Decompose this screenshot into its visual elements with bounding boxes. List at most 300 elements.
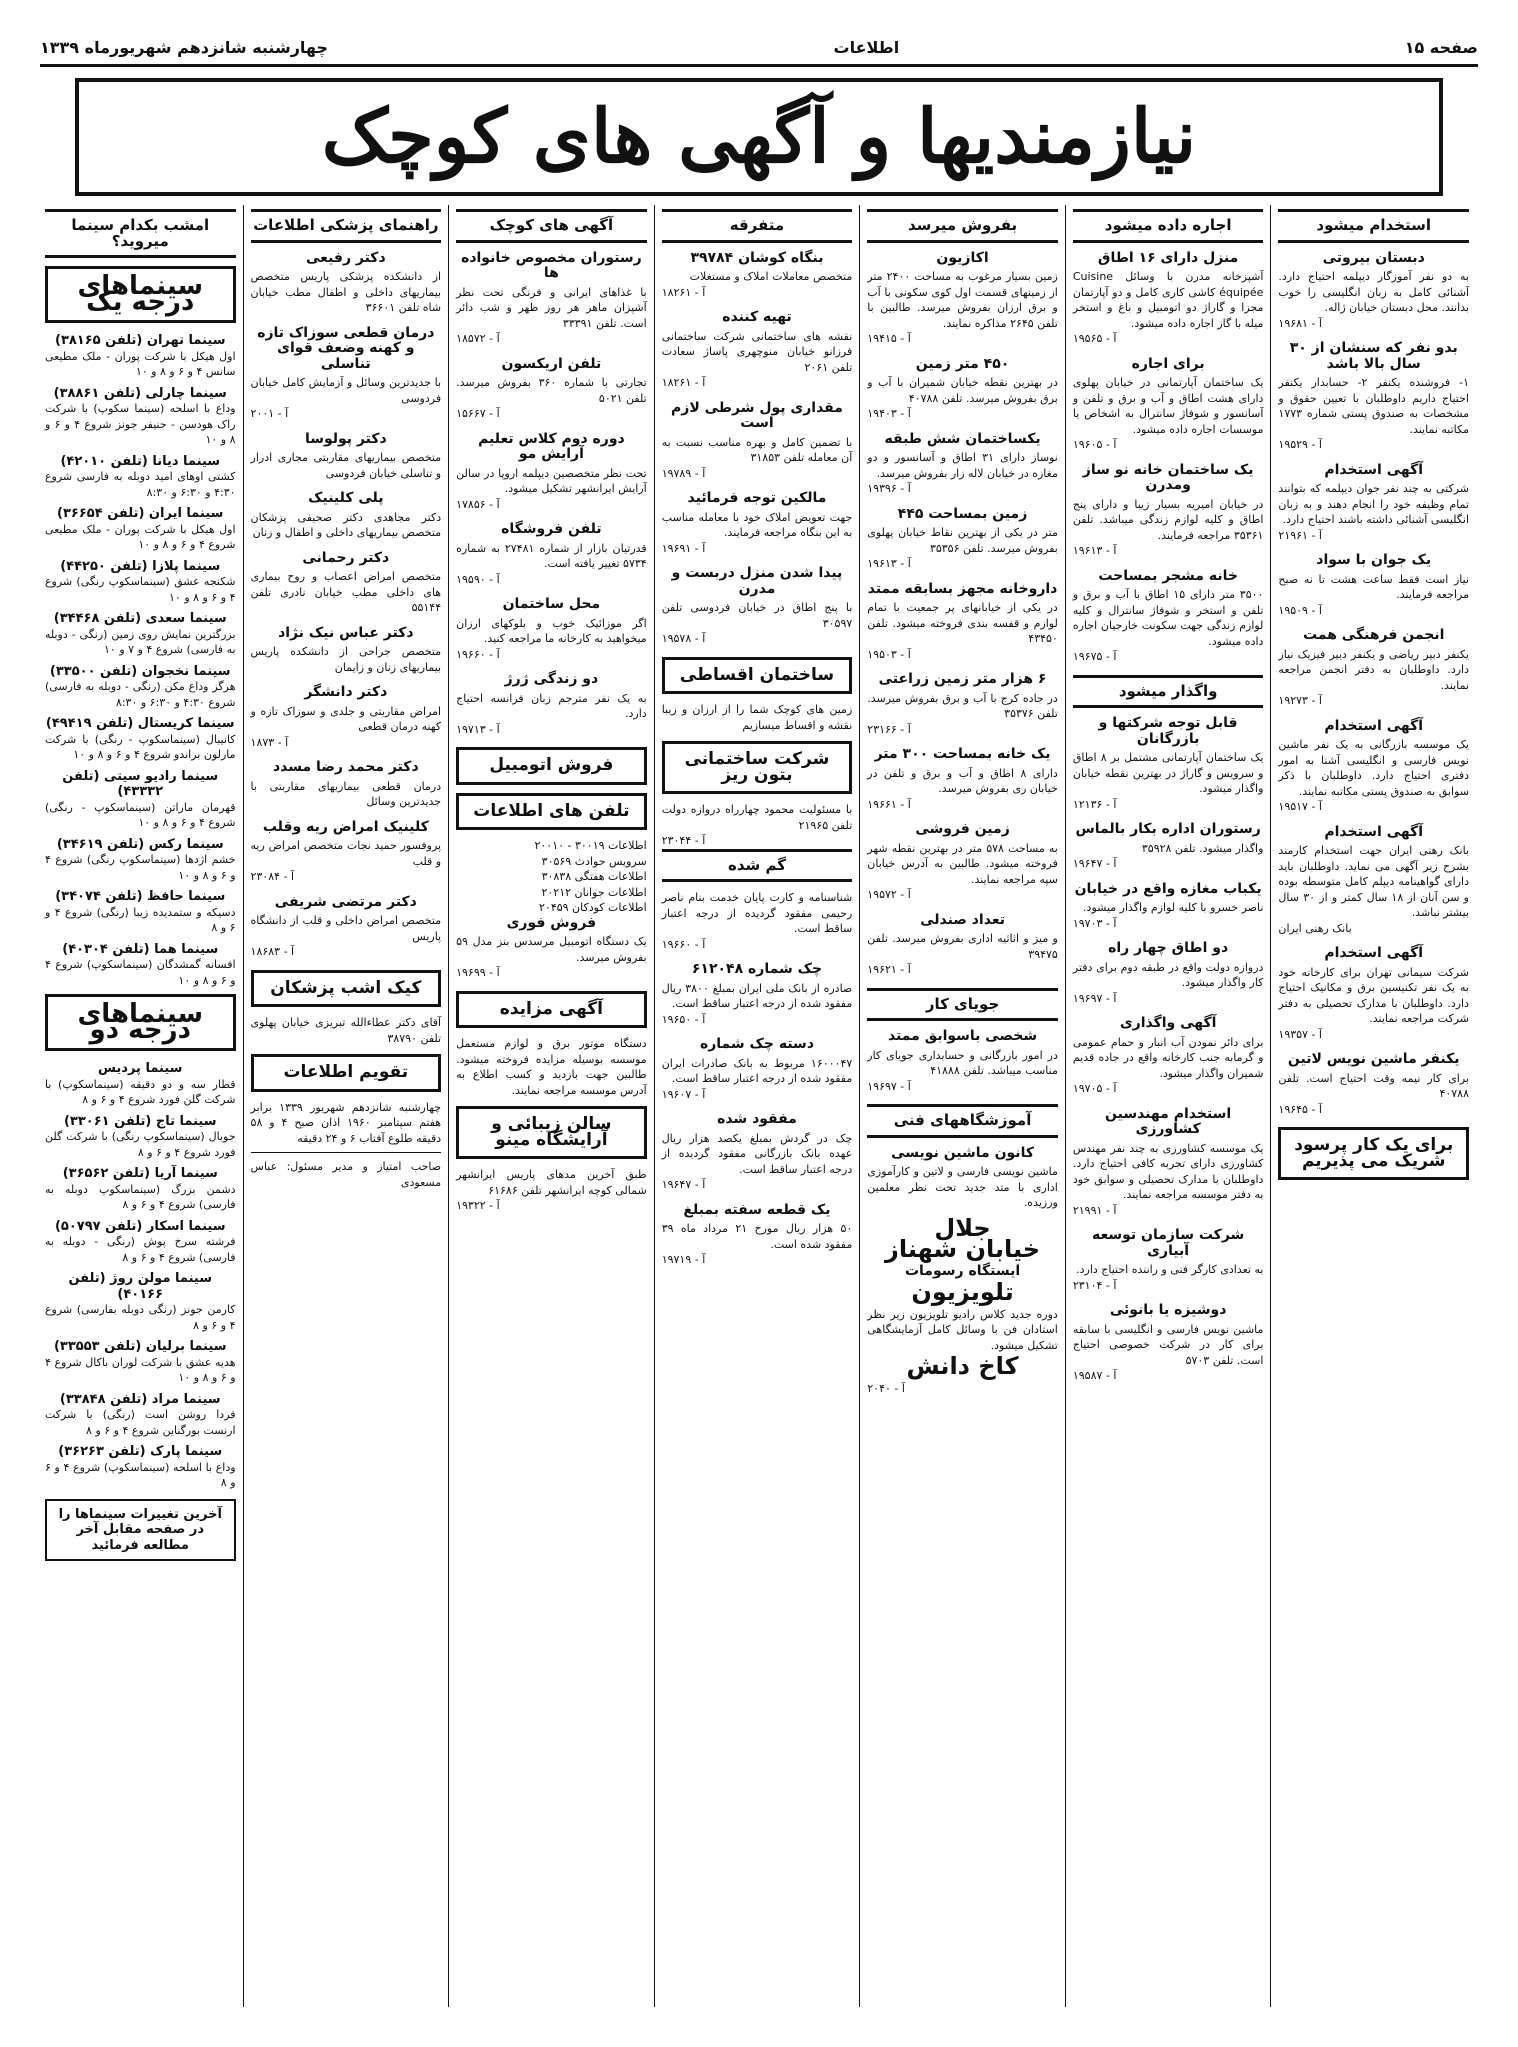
ad-title: داروخانه مجهز بسابقه ممتد <box>867 580 1058 597</box>
ad-text: بانک رهنی ایران جهت استخدام کارمند بشرح زیر آگهی می نماید. داوطلبان باید دارای گواهینامه دیپلم کامل متوسطه بوده و سن آنان از ۱۸ سال کمتر و از ۳۰ سال بیشتر نباشد. <box>1278 844 1469 919</box>
school-sub: ایستگاه رسومات <box>904 1262 1021 1279</box>
ad-text: از دانشکده پزشکی پاریس متخصص بیماریهای داخلی و اطفال مطب خیابان شاه تلفن ۳۶۶۰۱ <box>250 270 442 314</box>
ad-code: آ - ۱۸۵۷۲ <box>456 332 500 345</box>
classified-ad <box>251 760 442 810</box>
ad-title: محل ساختمان <box>502 596 601 612</box>
cinema-listing: بزرگترین نمایش روی زمین (رنگی - دوبله به فارسی) شروع ۴ و ۷ و ۱۰ <box>44 627 236 656</box>
ad-code: آ - ۱۹۵۸۷ <box>1072 1369 1117 1382</box>
classified-ad <box>1073 822 1264 872</box>
ad-code: آ - ۱۵۶۶۷ <box>456 407 500 420</box>
classified-ad <box>867 747 1058 812</box>
column <box>38 205 243 2007</box>
ad-title: تهیه کننده <box>722 309 792 325</box>
cinema-name: سینما آریا (تلفن ۳۶۵۶۲) <box>62 1166 218 1181</box>
ad-text: شرکت سیمانی تهران برای کارخانه خود به یک نفر تکنیسین برق و مکانیک احتیاج دارد. داوطلبان با مدارک تحصیلی به دفتر شرکت مراجعه نمایند. <box>1278 965 1469 1025</box>
classified-ad <box>1073 716 1264 812</box>
ad-title: خانه مشجر بمساحت <box>1098 567 1238 584</box>
ad-title: برای اجاره <box>1131 355 1205 372</box>
classified-ad <box>456 251 647 347</box>
ad-code: آ - ۲۳۰۴۴ <box>661 834 706 847</box>
cinema-class-two: سینماهای درجه دو <box>45 994 236 1051</box>
cinema-listing: وداع با اسلحه (سینماسکوپ) شروع ۴ و ۶ و ۸ <box>44 1460 236 1489</box>
ad-code: آ - ۱۹۶۹۹ <box>456 966 500 979</box>
ad-text: به یک نفر مترجم زبان فرانسه احتیاج دارد. <box>456 691 647 720</box>
cinema-listing: کارمن جونز (رنگی دوبله بفارسی) شروع ۴ و ۶ و ۸ <box>44 1303 236 1332</box>
ad-code: آ - ۱۹۶۴۵ <box>1278 1102 1322 1116</box>
ad-text: برای دائر نمودن آب انبار و حمام عمومی و گرمابه جنب کارخانه واقع در جاده قدیم شمیران واگذار میشود. <box>1072 1035 1264 1080</box>
ad-text: متخصص بیماریهای مقاربتی مجاری ادرار و تناسلی خیابان فردوسی <box>250 451 442 480</box>
cinema-listing: قهرمان ماراتن (سینماسکوپ - رنگی) شروع ۴ و ۶ و ۸ و ۱۰ <box>44 800 236 829</box>
ad-title: چک شماره ۶۱۲۰۴۸ <box>691 961 823 977</box>
ad-title: تلفن اریکسون <box>501 355 602 372</box>
ad-text: درمان قطعی بیماریهای مقاربتی با جدیدترین وسائل <box>250 779 442 808</box>
ad-code: آ - ۱۹۵۲۹ <box>1278 438 1322 451</box>
phone-line: اطلاعات کودکان ۲۰۴۵۹ <box>539 901 647 914</box>
classified-ad <box>456 916 647 981</box>
ad-code: آ - ۱۹۶۵۰ <box>661 1012 706 1026</box>
ad-title: شرکت سازمان توسعه آبیاری <box>1091 1227 1245 1259</box>
masthead-title: نیازمندیها و آگهی های کوچک <box>321 94 1197 180</box>
classified-ad <box>251 551 442 616</box>
boxed-ad-text: با مسئولیت محمود چهارراه دروازه دولت تلفن ۲۱۹۶۵ <box>661 803 853 832</box>
ad-text: پروفسور حمید نجات متخصص امراض ریه و قلب <box>250 839 442 868</box>
ad-title: یکساختمان شش طبقه <box>884 430 1041 447</box>
classified-ad <box>251 820 442 885</box>
column <box>859 205 1065 2007</box>
classified-ad <box>1073 1228 1264 1293</box>
classified-ad <box>456 357 647 422</box>
ad-text: در امور بازرگانی و حسابداری جویای کار مناسب میباشد. تلفن ۴۱۸۸۸ <box>867 1048 1058 1077</box>
ad-title: دوره دوم کلاس تعلیم آرایش مو <box>478 430 625 462</box>
ad-code: آ - ۱۹۶۱۳ <box>867 557 911 570</box>
boxed-ad-text: طبق آخرین مدهای پاریس ایرانشهر شمالی کوچه ایرانشهر تلفن ۶۱۶۸۶ <box>456 1168 647 1197</box>
ad-title: دکتر رحمانی <box>302 549 390 566</box>
ad-title: آگهی استخدام <box>1324 945 1424 961</box>
ad-code: آ - ۱۹۵۰۳ <box>867 647 911 661</box>
ad-title: دکتر عباس نیک نژاد <box>278 624 414 641</box>
cinema-heading: امشب بکدام سینما میروید؟ <box>45 209 236 258</box>
ad-text: چک در گردش بمبلغ یکصد هزار ریال عهده بانک بازرگانی مفقود گردیده از درجه اعتبار ساقط است. <box>661 1131 853 1176</box>
classified-ad <box>251 432 442 482</box>
ad-code: آ - ۱۹۵۱۷ <box>1278 800 1322 813</box>
ad-code: آ - ۱۹۶۰۷ <box>661 1087 706 1101</box>
cinema-name: سینما ایران (تلفن ۳۶۶۵۴) <box>57 506 224 521</box>
ad-title: دسته چک شماره <box>699 1036 815 1052</box>
ad-title: آگهی استخدام <box>1324 717 1424 734</box>
cinema-name: سینما رکس (تلفن ۳۴۶۱۹) <box>56 836 224 852</box>
classified-ad <box>867 913 1058 978</box>
ad-code: آ - ۱۹۵۶۵ <box>1072 332 1117 345</box>
cinema-name: سینما تهران (تلفن ۳۸۱۶۵) <box>54 333 226 348</box>
boxed-ad-text: چهارشنبه شانزدهم شهریور ۱۳۳۹ برابر هفتم سپتامبر ۱۹۶۰ اذان صبح ۴ و ۵۸ دقیقه طلوع آفتاب ۶ و ۲۴ دقیقه <box>250 1100 442 1145</box>
section-heading: آموزشگاههای فنی <box>867 1104 1058 1138</box>
ad-text: نیاز است فقط ساعت هشت تا نه صبح مراجعه فرمایند. <box>1278 572 1469 601</box>
ad-title: یکنفر ماشین نویس لاتین <box>1287 1051 1460 1067</box>
ad-title: ۶ هزار متر زمین زراعتی <box>878 671 1047 687</box>
ad-title: رستوران اداره بکار بالماس <box>1075 821 1261 837</box>
cinema-listing: فرشته سرخ پوش (رنگی - دوبله به فارسی) شروع ۴ و ۶ و ۸ <box>44 1235 236 1264</box>
classified-ad <box>662 1112 853 1193</box>
ad-title: پلی کلینیک <box>308 490 384 506</box>
ad-title: آگهی واگذاری <box>1119 1015 1217 1031</box>
top-bar <box>40 34 1478 67</box>
ad-title: یک خانه بمساحت ۳۰۰ متر <box>874 746 1051 762</box>
ad-text: اگر موزائیک خوب و بلوکهای ارزان میخواهید به کارخانه ما مراجعه کنید. <box>456 616 647 645</box>
classified-ad <box>1278 628 1469 709</box>
boxed-ad-title: تقویم اطلاعات <box>251 1054 442 1092</box>
ad-title: انجمن فرهنگی همت <box>1303 627 1445 643</box>
ad-title: اکازیون <box>936 249 989 266</box>
ad-code: آ - ۱۹۳۲۲ <box>456 1199 500 1212</box>
ad-code: آ - ۱۹۶۹۷ <box>1072 991 1117 1005</box>
ad-code: آ - ۲۱۹۶۱ <box>1278 528 1322 542</box>
classified-ad <box>867 822 1058 903</box>
ad-code: آ - ۱۹۷۱۹ <box>661 1253 706 1266</box>
ad-title: تلفن فروشگاه <box>501 521 602 537</box>
ad-code: آ - ۱۹۶۲۱ <box>867 963 911 976</box>
ad-text: شناسنامه و کارت پایان خدمت بنام ناصر رحیمی مفقود گردیده از درجه اعتبار ساقط است. <box>661 891 853 935</box>
classified-ad <box>662 1203 853 1268</box>
classified-ad <box>456 432 647 513</box>
column <box>1270 205 1476 2007</box>
classified-ad <box>867 582 1058 663</box>
ad-text: نوساز دارای ۳۱ اطاق و آسانسور و دو مغازه در خیابان لاله زار بفروش میرسد. <box>867 451 1058 480</box>
section-heading: استخدام میشود <box>1278 209 1469 243</box>
column <box>448 205 654 2007</box>
ad-title: یکباب مغازه واقع در خیابان <box>1074 880 1262 897</box>
ad-text: یک موسسه بازرگانی به یک نفر ماشین نویس فارسی و انگلیسی آشنا به امور دفتری احتیاج دارد. داوطلبان با ذکر سوابق به صندوق پستی مکاتبه نمایند. <box>1278 738 1469 798</box>
columns <box>38 205 1476 2007</box>
classified-ad <box>867 672 1058 737</box>
ad-code: آ - ۱۹۷۸۹ <box>661 466 706 480</box>
cinema-name: سینما حافظ (تلفن ۳۴۰۷۴) <box>55 889 226 904</box>
classified-ad <box>251 491 442 541</box>
boxed-ad-title: ساختمان اقساطی <box>662 657 853 695</box>
tv-course: تلویزیون <box>911 1278 1014 1306</box>
section-heading: جویای کار <box>867 988 1058 1022</box>
ad-text: در بهترین نقطه خیابان شمیران با آب و برق بفروش میرسد. تلفن ۴۰۷۸۸ <box>867 376 1058 405</box>
ad-title: رستوران مخصوص خانواده ها <box>461 249 642 281</box>
classified-ad <box>1073 882 1264 932</box>
ad-text: ۵۰ هزار ریال مورخ ۲۱ مرداد ماه ۳۹ مفقود شده است. <box>661 1222 853 1251</box>
ad-text: شرکتی به چند نفر جوان دیپلمه که بتوانند تمام وظیفه خود را انجام دهند و به زبان انگلیسی آشنائی داشته باشند احتیاج دارد. <box>1278 482 1469 526</box>
boxed-ad-text: زمین های کوچک شما را از ارزان و زیبا نقشه و اقساط میسازیم <box>661 703 853 732</box>
page-number: صفحه ۱۵ <box>1404 37 1478 57</box>
section-heading: متفرقه <box>662 209 853 243</box>
classified-ad <box>662 890 853 952</box>
phone-line: اطلاعات هفتگی ۳۰۸۳۸ <box>541 870 647 883</box>
classified-ad <box>1278 1052 1469 1117</box>
ad-code: آ - ۲۳۰۸۴ <box>250 870 295 883</box>
cinema-listing: افسانه گمشدگان (سینماسکوپ) شروع ۴ و ۶ و ۸ و ۱۰ <box>44 958 236 987</box>
ad-text: یک موسسه کشاورزی به چند نفر مهندس کشاورزی دارای تجربه کافی احتیاج دارد. داوطلبان با مدارک تحصیلی و سوابق خود به دفتر موسسه مراجعه نمایند. <box>1072 1141 1264 1201</box>
school-name: جلال <box>934 1213 991 1242</box>
boxed-ad-title: فروش اتومبیل <box>456 747 647 785</box>
school-address: خیابان شهناز <box>885 1235 1041 1263</box>
ad-title: بدو نفر که سنشان از ۳۰ سال بالا باشد <box>1289 340 1458 372</box>
cinema-listing: کشتی اوهای امید دوبله به فارسی شروع ۴:۳۰ و ۶:۳۰ و ۸:۳۰ <box>44 470 236 499</box>
section-heading: گم شده <box>662 849 853 883</box>
ad-title: دکتر پولوسا <box>304 430 387 447</box>
ad-text: متخصص امراض داخلی و قلب از دانشگاه پاریس <box>250 914 442 943</box>
ad-title: فروش فوری <box>506 914 597 931</box>
classified-ad <box>1278 251 1469 332</box>
ad-title: زمین بمساحت ۴۴۵ <box>897 505 1028 522</box>
boxed-ad-text: دستگاه موتور برق و لوازم مستعمل موسسه بوسیله مزایده فروخته میشود. طالبین جهت بازدید و کسب اطلاع به آدرس موسسه مراجعه نمایند. <box>456 1037 647 1097</box>
ad-code: آ - ۱۹۳۵۷ <box>1278 1027 1322 1041</box>
cinema-name: سینما سعدی (تلفن ۳۴۴۶۸) <box>53 611 227 626</box>
ad-code: آ - ۲۳۱۰۴ <box>1072 1278 1117 1292</box>
column <box>654 205 860 2007</box>
section-heading: بفروش میرسد <box>867 209 1058 243</box>
boxed-ad-title: کیک اشب پزشکان <box>251 970 442 1008</box>
section-heading: اجاره داده میشود <box>1073 209 1264 243</box>
ad-code: آ - ۱۹۲۷۳ <box>1278 694 1322 707</box>
ad-code: آ - ۱۸۷۳ <box>250 735 289 749</box>
cinema-listing: دشمن بزرگ (سینماسکوپ دوبله به فارسی) شروع ۴ و ۶ و ۸ <box>44 1182 236 1211</box>
ad-text: به دو نفر آموزگار دیپلمه احتیاج دارد. آشنائی کامل به زبان انگلیسی را خوب بدانند. محل دبستان خیابان ژاله. <box>1278 270 1469 314</box>
ad-text: با غذاهای ایرانی و فرنگی تحت نظر آشپزان ماهر هر روز ظهر و شب دائر است. تلفن ۳۳۳۹۱ <box>456 285 647 330</box>
ad-code: آ - ۱۹۶۶۱ <box>867 797 911 811</box>
ad-text: دارای ۸ اطاق و آب و برق و تلفن در خیابان ری بفروش میرسد. <box>867 766 1058 795</box>
cinema-listing: اول هیکل با شرکت پوران - ملک مطیعی شروع ۴ و ۶ و ۸ و ۱۰ <box>44 522 236 551</box>
classified-ad <box>251 895 442 960</box>
ad-code: بانک رهنی ایران <box>1278 921 1352 935</box>
classified-ad <box>867 357 1058 422</box>
cinema-name: سینما پلازا (تلفن ۴۴۲۵۰) <box>60 558 221 574</box>
publisher-line: صاحب امتیاز و مدیر مسئول: عباس مسعودی <box>250 1160 442 1189</box>
ad-text: با پنج اطاق در خیابان فردوسی تلفن ۳۰۵۹۷ <box>661 601 853 630</box>
ad-code: آ - ۱۹۴۱۵ <box>867 332 911 345</box>
ad-code: آ - ۱۸۲۶۱ <box>661 376 706 389</box>
ad-title: قابل توجه شرکتها و بازرگانان <box>1098 715 1238 747</box>
classified-ad <box>867 432 1058 497</box>
ad-text: ماشین نویسی فارسی و لاتین و کارآموزی اداری با متد جدید تحت نظر معلمین ورزیده. <box>867 1165 1058 1209</box>
cinema-listing: کانیبال (سینماسکوپ - رنگی) با شرکت مارلون براندو شروع ۴ و ۶ و ۸ و ۱۰ <box>44 732 236 761</box>
phone-line: اطلاعات جوانان ۲۰۲۱۲ <box>541 885 647 899</box>
classified-ad <box>1073 1107 1264 1219</box>
classified-ad <box>1073 1303 1264 1384</box>
ad-code: آ - ۱۸۶۸۳ <box>250 945 295 958</box>
cinema-name: سینما اسکار (تلفن ۵۰۷۹۷) <box>54 1218 226 1234</box>
classified-ad <box>867 507 1058 572</box>
cinema-name: سینما تاج (تلفن ۳۳۰۶۱) <box>63 1113 217 1129</box>
ad-title: مالکین توجه فرمائید <box>687 490 827 506</box>
ad-code: آ - ۱۹۶۴۷ <box>1072 857 1117 870</box>
ad-title: مقداری پول شرطی لازم است <box>671 399 843 431</box>
classified-ad <box>251 626 442 676</box>
column <box>243 205 449 2007</box>
ad-text: قدرتیان بازار از شماره ۲۷۴۸۱ به شماره ۵۷۳۴ تغییر یافته است. <box>456 541 647 570</box>
phone-line: اطلاعات ۳۰۰۱۹ - ۲۰۰۱۰ <box>534 839 647 852</box>
ad-text: در یکی از خیابانهای پر جمعیت با تمام لوازم و قفسه بندی فروخته میشود. تلفن ۴۳۴۵۰ <box>867 601 1058 645</box>
cinema-note: آخرین تغییرات سینماها را در صفحه مقابل آخر مطالعه فرمائید <box>45 1499 236 1562</box>
ad-text: یک دستگاه اتومبیل مرسدس بنز مدل ۵۹ بفروش میرسد. <box>456 935 647 964</box>
ad-text: متخصص امراض اعصاب و روح بیماری های داخلی مطب خیابان نادری تلفن ۵۵۱۴۴ <box>250 570 442 614</box>
ad-text: صادره از بانک ملی ایران بمبلغ ۳۸۰۰ ریال مفقود شده از درجه اعتبار ساقط است. <box>661 981 853 1010</box>
ad-code: آ - ۱۹۷۱۳ <box>456 722 500 736</box>
cinema-listing: قطار سه و دو دقیقه (سینماسکوپ) با شرکت گلن فورد شروع ۴ و ۶ و ۸ <box>44 1077 236 1106</box>
ad-title: کانون ماشین نویسی <box>891 1144 1034 1161</box>
section-heading: آگهی های کوچک <box>456 209 647 243</box>
ad-text: آشپزخانه مدرن با وسائل Cuisine équipée کاشی کاری کامل و دو آپارتمان مجزا و گاراژ دو اتومبیل و باغ و استخر میله با گاز اجاره داده میشود. <box>1072 270 1264 330</box>
cinema-name: سینما پردیس <box>98 1061 183 1076</box>
ad-code: آ - ۲۰۰۱ <box>250 407 289 420</box>
cinema-name: سینما رادیو سیتی (تلفن ۴۳۳۳۲) <box>62 768 219 799</box>
ad-text: تحت نظر متخصصین دیپلمه اروپا در سالن آرایش ایرانشهر تشکیل میشود. <box>456 466 647 495</box>
ad-title: دوشیزه یا بانوئی <box>1109 1302 1227 1318</box>
ad-text: ۳۵۰۰ متر دارای ۱۵ اطاق با آب و برق و تلفن و استخر و شوفاژ سانترال و کلیه لوازم زندگی جهت سکونت خارجیان اجاره داده میشود. <box>1072 588 1264 648</box>
school-name: کاخ دانش <box>906 1352 1019 1380</box>
ad-code: آ - ۱۹۵۷۸ <box>661 632 706 645</box>
cinema-listing: خشم اژدها (سینماسکوپ رنگی) شروع ۴ و ۶ و ۸ و ۱۰ <box>44 853 236 882</box>
ad-text: واگذار میشود. تلفن ۳۵۹۲۸ <box>1141 841 1264 855</box>
masthead <box>75 78 1443 196</box>
ad-title: آگهی استخدام <box>1324 461 1424 478</box>
ad-title: شخصی باسوابق ممتد <box>887 1028 1038 1044</box>
cinema-name: سینما کریستال (تلفن ۴۹۴۱۹) <box>45 716 235 731</box>
ad-code: آ - ۱۹۴۰۳ <box>867 407 911 420</box>
ad-title: بنگاه کوشان ۳۹۷۸۴ <box>690 249 824 266</box>
classified-ad <box>456 672 647 737</box>
ad-title: دکتر رفیعی <box>306 249 386 266</box>
ad-text: در خیابان امیریه بسیار زیبا و دارای پنج اطاق و کلیه لوازم زندگی میباشد. تلفن ۳۵۳۶۱ مراجعه فرمایند. <box>1072 497 1264 542</box>
issue-date: چهارشنبه شانزدهم شهریورماه ۱۳۳۹ <box>40 37 328 57</box>
cinema-class-one: سینماهای درجه یک <box>45 266 236 323</box>
ad-code: آ - ۱۸۲۶۱ <box>661 285 706 299</box>
classified-ad <box>251 326 442 422</box>
ad-code: آ - ۱۹۶۰۵ <box>1072 438 1117 451</box>
ad-text: متخصص معاملات املاک و مستغلات <box>689 270 853 283</box>
ad-title: کلینیک امراض ریه وقلب <box>262 818 429 835</box>
ad-title: زمین فروشی <box>915 821 1010 837</box>
ad-title: دو زندگی ژرژ <box>504 671 599 687</box>
ad-title: استخدام مهندسین کشاورزی <box>1105 1105 1232 1137</box>
ad-title: یک جوان با سواد <box>1316 552 1432 568</box>
ad-title: پیدا شدن منزل دربست و مدرن <box>671 565 843 597</box>
classified-ad <box>1073 569 1264 665</box>
ad-title: ۴۵۰ متر زمین <box>915 355 1010 372</box>
classified-ad <box>456 597 647 662</box>
cinema-name: سینما هما (تلفن ۴۰۳۰۴) <box>62 941 219 957</box>
ad-text: متخصص جراحی از دانشکده پاریس بیماریهای زنان و زایمان <box>250 645 442 674</box>
boxed-ad-title: تلفن های اطلاعات <box>456 793 647 831</box>
ad-code: آ - ۱۹۶۴۷ <box>661 1178 706 1191</box>
classified-ad <box>662 1037 853 1102</box>
ad-text: متر در یکی از بهترین نقاط خیابان پهلوی بفروش میرسد. تلفن ۳۵۳۵۶ <box>867 526 1058 555</box>
classified-ad <box>867 251 1058 347</box>
classified-ad <box>1278 553 1469 618</box>
divider <box>251 1152 442 1153</box>
ad-text: با تضمین کامل و بهره مناسب نسبت به آن معامله تلفن ۳۱۸۵۳ <box>661 435 853 464</box>
cinema-listing: جوبال (سینماسکوپ رنگی) با شرکت گلن فورد شروع ۴ و ۶ و ۸ <box>44 1130 236 1159</box>
boxed-ad-title: شرکت ساختمانی بتون ریز <box>662 741 853 794</box>
classified-ad <box>867 1029 1058 1094</box>
cinema-listing: شکنجه عشق (سینماسکوپ رنگی) شروع ۴ و ۶ و ۸ و ۱۰ <box>44 575 236 604</box>
cinema-listing: هدیه عشق با شرکت لوران باکال شروع ۴ و ۶ و ۸ و ۱۰ <box>44 1355 236 1384</box>
cinema-listing: دسیکه و ستمدیده زیبا (رنگی) شروع ۴ و ۶ و ۸ <box>44 905 236 934</box>
ad-code: آ - ۱۹۶۱۳ <box>1072 544 1117 557</box>
ad-code: آ - ۱۷۸۵۶ <box>456 497 500 511</box>
column <box>1065 205 1271 2007</box>
ad-code: آ - ۲۰۴۰ <box>867 1381 905 1395</box>
boxed-ad-text: آقای دکتر عطاءالله تبریزی خیابان پهلوی تلفن ۳۸۷۹۰ <box>250 1016 442 1045</box>
ad-text: ۱۶۰۰۰۴۷ مربوط به بانک صادرات ایران مفقود شده از درجه اعتبار ساقط است. <box>661 1056 853 1085</box>
ad-text: امراض مقاربتی و جلدی و سوزاک تازه و کهنه درمان قطعی <box>250 704 442 733</box>
ad-title: دکتر مرتضی شریفی <box>274 893 417 910</box>
ad-text: دکتر مجاهدی دکتر صحیفی پزشکان متخصص بیماریهای داخلی و اطفال و زنان <box>250 510 442 539</box>
classified-ad <box>1073 463 1264 559</box>
classified-ad <box>662 251 853 301</box>
cinema-listing: هرگز وداع مکن (رنگی - دوبله به فارسی) شروع ۴:۳۰ و ۶:۳۰ و ۸:۳۰ <box>44 680 236 709</box>
cinema-name: سینما چارلی (تلفن ۳۸۸۶۱) <box>53 385 227 401</box>
ad-code: آ - ۱۹۶۸۱ <box>1278 316 1322 330</box>
ad-code: آ - ۲۳۱۶۶ <box>867 722 911 736</box>
classified-ad <box>251 685 442 750</box>
ad-code: آ - ۱۲۱۳۶ <box>1072 797 1117 811</box>
ad-text: ماشین نویس فارسی و انگلیسی با سابقه برای کار در شرکت خصوصی احتیاج است. تلفن ۵۷۰۳ <box>1072 1322 1264 1367</box>
ad-code: آ - ۱۹۳۹۶ <box>867 482 911 495</box>
ad-title: دکتر دانشگر <box>304 684 388 700</box>
classified-ad <box>1278 463 1469 544</box>
phone-line: سرویس حوادث ۳۰۵۶۹ <box>541 854 647 868</box>
ad-text: در جاده کرج با آب و برق بفروش میرسد. تلفن ۳۵۳۷۶ <box>867 691 1058 720</box>
boxed-ad-title: سالن زیبائی و آرایشگاه مینو <box>456 1106 647 1159</box>
tv-course-text: دوره جدید کلاس رادیو تلویزیون زیر نظر استادان فن با وسائل کامل آزمایشگاهی تشکیل میشود. <box>867 1307 1058 1352</box>
paper-name: اطلاعات <box>833 37 900 57</box>
ad-text: به مساحت ۵۷۸ متر در بهترین نقطه شهر فروخته میشود. طالبین به آدرس خیابان سپه مراجعه نمایند. <box>867 841 1058 886</box>
ad-code: آ - ۱۹۵۰۹ <box>1278 603 1322 617</box>
cinema-name: سینما پارک (تلفن ۳۶۲۶۳) <box>58 1444 223 1459</box>
ad-title: تعداد صندلی <box>920 911 1005 928</box>
classified-ad <box>1278 341 1469 453</box>
classified-ad <box>1073 1016 1264 1097</box>
cinema-listing: اول هیکل با شرکت پوران - ملک مطیعی سانس ۴ و ۶ و ۸ و ۱۰ <box>44 349 236 378</box>
ad-text: برای کار نیمه وقت احتیاج است. تلفن ۴۰۷۸۸ <box>1278 1071 1469 1100</box>
ad-title: دو اطاق چهار راه <box>1108 940 1229 956</box>
cinema-name: سینما برلیان (تلفن ۳۳۵۵۳) <box>53 1339 227 1354</box>
ad-text: یکنفر دبیر ریاضی و یکنفر دبیر فیزیک نیاز دارد. داوطلبان به دفتر انجمن مراجعه نمایند. <box>1278 647 1469 692</box>
classified-ad <box>456 522 647 587</box>
classified-ad <box>1278 946 1469 1042</box>
classified-ad <box>1073 251 1264 347</box>
cinema-name: سینما مولن روژ (تلفن ۴۰۱۶۶) <box>68 1271 213 1302</box>
cinema-name: سینما دیانا (تلفن ۴۲۰۱۰) <box>60 453 221 469</box>
ad-title: آگهی استخدام <box>1324 823 1424 840</box>
classified-ad <box>1073 941 1264 1006</box>
ad-title: دبستان بیروتی <box>1322 249 1425 266</box>
classified-ad <box>662 310 853 391</box>
ad-code: آ - ۱۹۷۰۳ <box>1072 916 1117 930</box>
ad-code: آ - ۱۹۶۹۷ <box>867 1079 911 1093</box>
boxed-ad-title: آگهی مزایده <box>456 991 647 1029</box>
classified-ad <box>662 566 853 647</box>
classified-ad <box>867 1146 1058 1211</box>
ad-text: دروازه دولت واقع در طبقه دوم برای دفتر کار واگذار میشود. <box>1072 960 1264 989</box>
classified-ad <box>1073 357 1264 453</box>
ad-code: آ - ۱۹۶۶۰ <box>456 647 500 661</box>
ad-code: آ - ۱۹۶۶۰ <box>661 937 706 951</box>
ad-code: آ - ۱۹۶۹۱ <box>661 541 706 555</box>
ad-code: آ - ۱۹۶۷۵ <box>1072 650 1117 663</box>
ad-title: دکتر محمد رضا مسدد <box>273 759 419 775</box>
classified-ad <box>662 962 853 1027</box>
classified-ad <box>251 251 442 316</box>
ad-code: آ - ۲۱۹۹۱ <box>1072 1203 1117 1217</box>
classified-ad <box>662 491 853 556</box>
ad-text: با جدیدترین وسائل و آزمایش کامل خیابان فردوسی <box>250 376 442 405</box>
ad-text: به تعدادی کارگر فنی و راننده احتیاج دارد. <box>1076 1263 1264 1276</box>
